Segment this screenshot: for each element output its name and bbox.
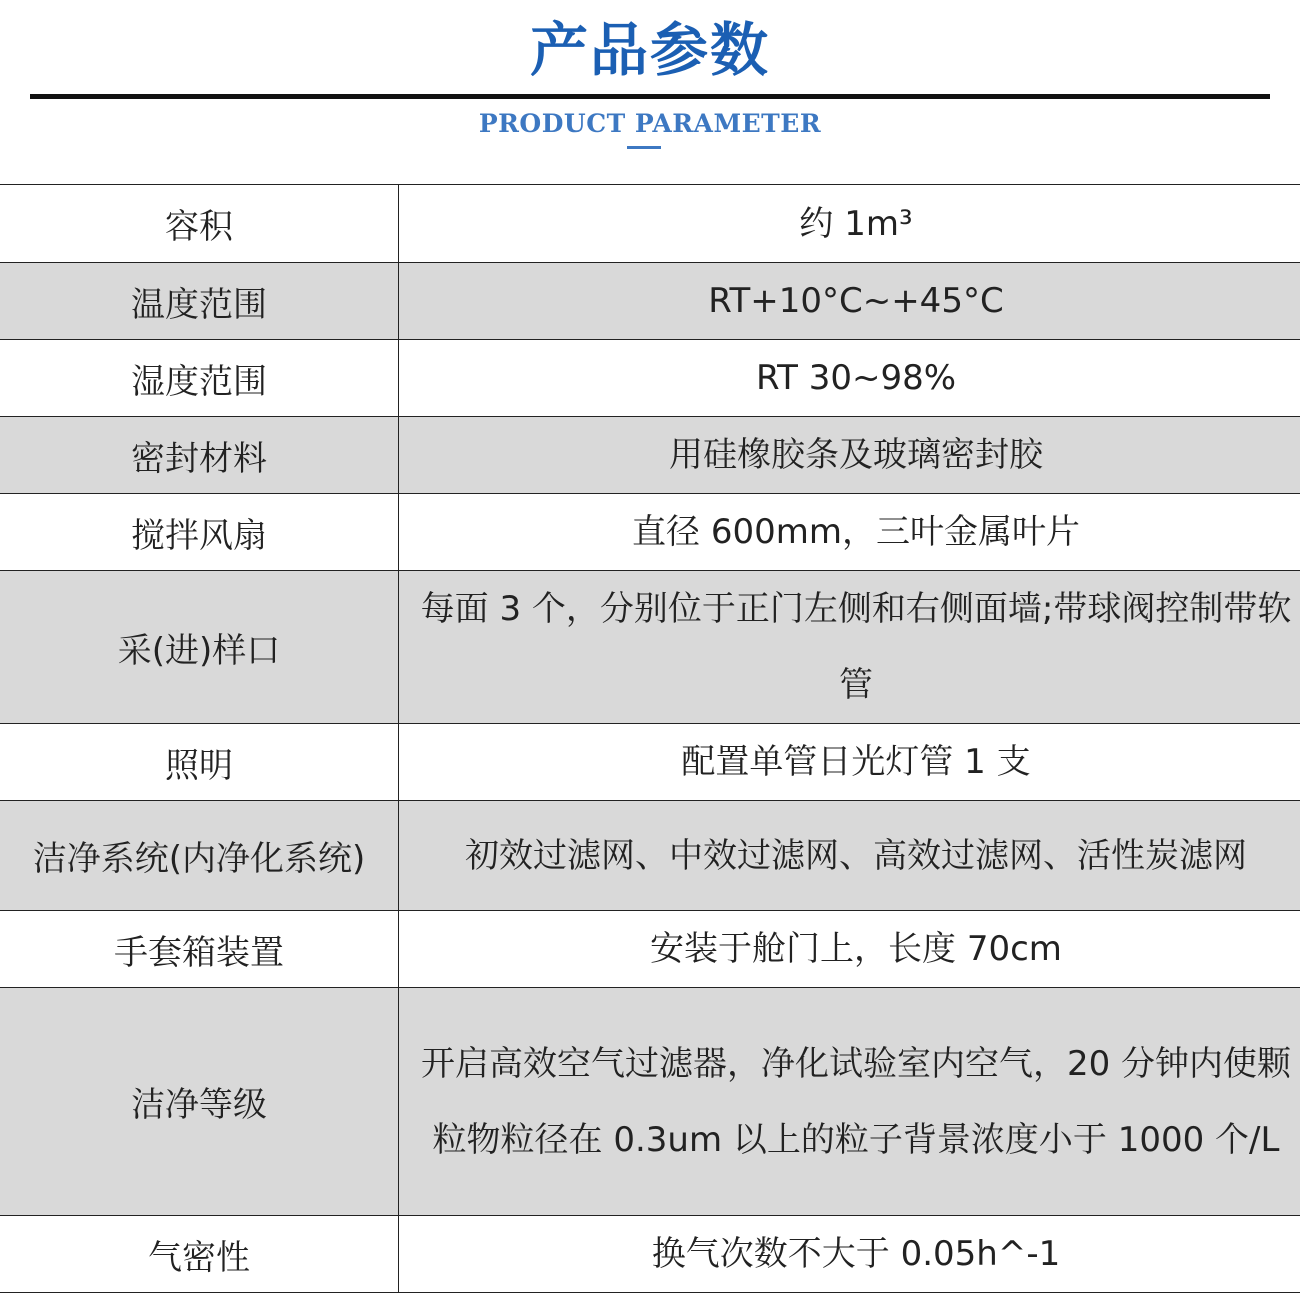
parameter-value-text: 直径 600mm，三叶金属叶片 xyxy=(632,512,1080,552)
parameter-value xyxy=(399,263,1300,340)
parameter-value-text: RT+10°C~+45°C xyxy=(708,281,1004,321)
table-row xyxy=(0,417,1300,494)
parameter-label: 气密性 xyxy=(0,1216,399,1293)
parameter-value xyxy=(399,801,1300,911)
parameter-value-text: RT 30~98% xyxy=(755,358,957,398)
page-header xyxy=(0,0,1300,185)
table-row xyxy=(0,988,1300,1216)
parameter-value-text: 每面 3 个，分别位于正门左侧和右侧面墙;带球阀控制带软管 xyxy=(420,589,1292,705)
parameter-value xyxy=(399,185,1300,263)
table-row xyxy=(0,801,1300,911)
parameter-value-text: 开启高效空气过滤器，净化试验室内空气，20 分钟内使颗粒物粒径在 0.3um 以上的粒子背景浓度小于 1000 个/L xyxy=(420,1043,1292,1160)
parameter-value xyxy=(399,417,1300,494)
parameter-label: 容积 xyxy=(0,185,399,263)
table-row xyxy=(0,1216,1300,1293)
parameter-label: 湿度范围 xyxy=(0,340,399,417)
parameter-value xyxy=(399,988,1300,1216)
parameter-label: 洁净系统(内净化系统) xyxy=(0,801,399,911)
parameter-label: 洁净等级 xyxy=(0,988,399,1216)
parameter-value-text: 约 1m³ xyxy=(799,203,913,244)
parameter-label: 温度范围 xyxy=(0,263,399,340)
parameter-label: 密封材料 xyxy=(0,417,399,494)
subtitle-underline xyxy=(627,146,661,149)
parameter-value xyxy=(399,1216,1300,1293)
parameter-label: 照明 xyxy=(0,724,399,801)
page-title: 产品参数 xyxy=(529,16,770,84)
parameter-value xyxy=(399,340,1300,417)
parameter-value-text: 配置单管日光灯管 1 支 xyxy=(681,742,1031,782)
page-subtitle: PRODUCT PARAMETER xyxy=(478,109,822,138)
table-row xyxy=(0,724,1300,801)
parameter-value-text: 初效过滤网、中效过滤网、高效过滤网、活性炭滤网 xyxy=(465,835,1247,876)
title-divider xyxy=(30,94,1270,99)
table-row xyxy=(0,494,1300,571)
parameter-label: 采(进)样口 xyxy=(0,571,399,724)
parameter-value xyxy=(399,724,1300,801)
parameter-value-text: 安装于舱门上，长度 70cm xyxy=(650,929,1062,969)
parameter-value-text: 换气次数不大于 0.05h^-1 xyxy=(651,1234,1061,1274)
table-row xyxy=(0,911,1300,988)
parameter-value xyxy=(399,494,1300,571)
table-row xyxy=(0,263,1300,340)
parameter-label: 手套箱装置 xyxy=(0,911,399,988)
parameter-label: 搅拌风扇 xyxy=(0,494,399,571)
parameter-value-text: 用硅橡胶条及玻璃密封胶 xyxy=(669,435,1043,475)
table-row xyxy=(0,340,1300,417)
parameter-value xyxy=(399,911,1300,988)
table-row xyxy=(0,571,1300,724)
table-row xyxy=(0,185,1300,263)
parameter-value xyxy=(399,571,1300,724)
product-parameter-table xyxy=(0,184,1300,1293)
